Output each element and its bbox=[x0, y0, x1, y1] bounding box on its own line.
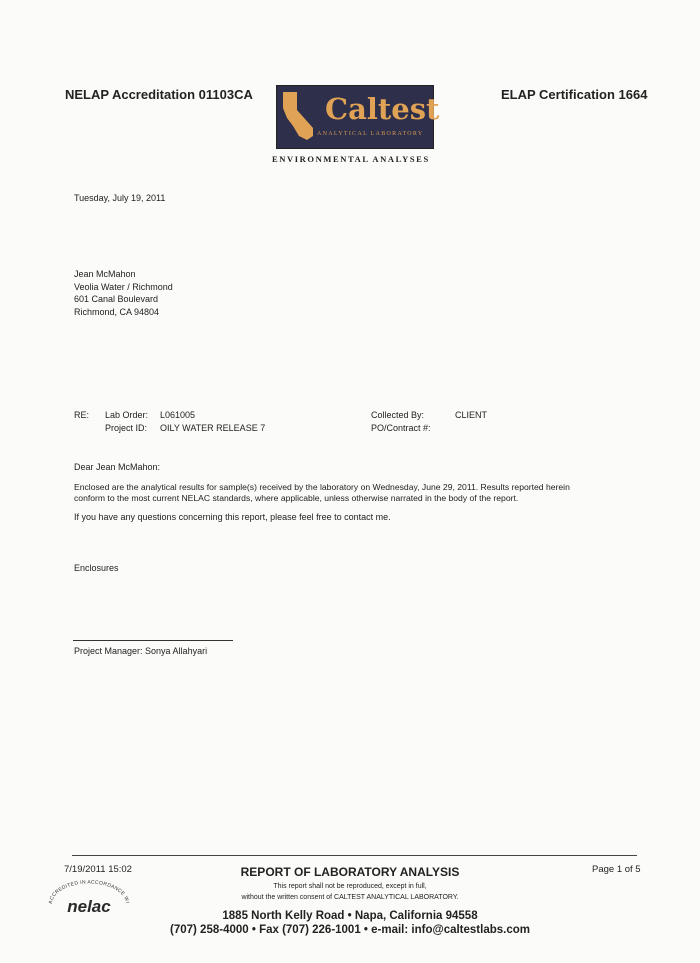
lab-address: 1885 North Kelly Road • Napa, California 94558 bbox=[222, 910, 478, 922]
lab-order-value: L061005 bbox=[160, 410, 196, 420]
footer-notice-2: without the written consent of CALTEST ANALYTICAL LABORATORY. bbox=[241, 894, 459, 901]
footer-datetime: 7/19/2011 15:02 bbox=[64, 864, 132, 875]
nelac-name: nelac bbox=[67, 897, 111, 916]
letter-date: Tuesday, July 19, 2011 bbox=[74, 193, 166, 203]
re-values-right bbox=[455, 409, 487, 422]
recipient-street: 601 Canal Boulevard bbox=[74, 294, 159, 304]
re-keys-right bbox=[371, 409, 431, 434]
re-values bbox=[160, 409, 265, 434]
elap-certification: ELAP Certification 1664 bbox=[501, 87, 648, 102]
project-manager: Project Manager: Sonya Allahyari bbox=[74, 646, 208, 656]
page-number: Page 1 of 5 bbox=[592, 864, 641, 875]
footer-divider bbox=[72, 855, 637, 856]
lab-order-label: Lab Order: bbox=[105, 410, 149, 420]
recipient-name: Jean McMahon bbox=[74, 269, 136, 279]
report-title: REPORT OF LABORATORY ANALYSIS bbox=[240, 865, 460, 879]
re-keys bbox=[105, 409, 148, 434]
logo-name: Caltest bbox=[325, 92, 440, 126]
enclosures: Enclosures bbox=[74, 563, 119, 573]
re-label: RE: bbox=[74, 410, 90, 420]
nelap-accreditation: NELAP Accreditation 01103CA bbox=[65, 87, 253, 102]
recipient-address bbox=[74, 268, 173, 318]
po-contract-label: PO/Contract #: bbox=[371, 422, 431, 433]
project-id-value: OILY WATER RELEASE 7 bbox=[160, 422, 266, 433]
body-paragraph-1: Enclosed are the analytical results for sample(s) received by the laboratory on Wednesday, June 29, 2011. Results reported herein conform to the most current NELAC standards, where applicable, unless otherwise narrated in the body of the report. bbox=[74, 482, 570, 503]
lab-contact: (707) 258-4000 • Fax (707) 226-1001 • e-mail: info@caltestlabs.com bbox=[170, 924, 530, 936]
project-id-label: Project ID: bbox=[105, 422, 148, 433]
nelac-logo-icon bbox=[44, 880, 134, 916]
collected-by-label: Collected By: bbox=[371, 410, 425, 420]
signature-line bbox=[73, 640, 233, 641]
logo-subtitle: ANALYTICAL LABORATORY bbox=[317, 131, 424, 137]
salutation: Dear Jean McMahon: bbox=[74, 462, 161, 472]
nelac-arc-text: ACCREDITED IN ACCORDANCE WI bbox=[47, 880, 130, 905]
collected-by-value: CLIENT bbox=[455, 410, 488, 420]
caltest-logo bbox=[276, 85, 440, 149]
logo-tagline: ENVIRONMENTAL ANALYSES bbox=[272, 154, 430, 164]
body-paragraph-2: If you have any questions concerning this report, please feel free to contact me. bbox=[74, 512, 391, 522]
footer-notice-1: This report shall not be reproduced, except in full, bbox=[273, 883, 427, 890]
recipient-company: Veolia Water / Richmond bbox=[74, 281, 173, 292]
recipient-city: Richmond, CA 94804 bbox=[74, 306, 160, 317]
